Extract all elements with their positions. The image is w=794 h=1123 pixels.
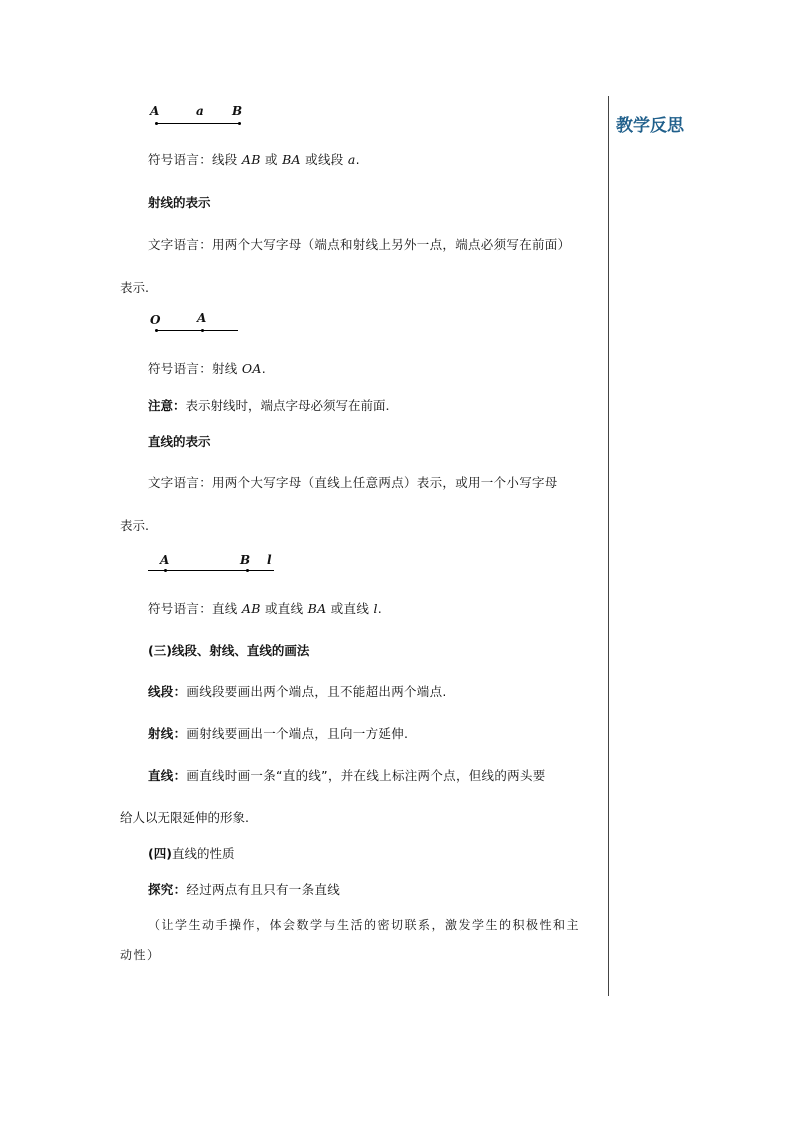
line-symbol-text: 符号语言：直线 AB 或直线 BA 或直线 l.: [148, 601, 383, 616]
draw-ray-text: 射线：画射线要画出一个端点，且向一方延伸.: [148, 726, 409, 741]
point-B: [246, 569, 249, 572]
segment-line: [156, 123, 240, 124]
ray-line: [156, 330, 238, 331]
line-heading: 直线的表示: [148, 434, 211, 449]
label-A: A: [197, 311, 207, 325]
line-figure: [148, 553, 278, 579]
note-text: 注意：表示射线时，端点字母必须写在前面.: [148, 398, 390, 413]
column-divider: [608, 96, 609, 996]
label-O: O: [150, 313, 161, 327]
ray-figure: [150, 313, 250, 339]
property-heading: (四)直线的性质: [148, 846, 235, 861]
ray-symbol-text: 符号语言：射线 OA.: [148, 361, 267, 376]
remark-text-2: 动性）: [120, 948, 161, 962]
label-a: a: [196, 104, 204, 118]
point-O: [155, 329, 158, 332]
segment-figure: [150, 104, 250, 130]
explore-text: 探究：经过两点有且只有一条直线: [148, 882, 341, 897]
label-B: B: [240, 553, 251, 567]
point-A: [155, 122, 158, 125]
ray-text-1: 文字语言：用两个大写字母（端点和射线上另外一点，端点必须写在前面）: [148, 237, 571, 252]
reflection-title: 教学反思: [616, 116, 684, 136]
label-A: A: [150, 104, 160, 118]
point-B: [238, 122, 241, 125]
line-text-1: 文字语言：用两个大写字母（直线上任意两点）表示，或用一个小写字母: [148, 475, 558, 490]
label-l: l: [267, 553, 272, 567]
ray-text-2: 表示.: [120, 280, 149, 295]
label-B: B: [232, 104, 243, 118]
ray-heading: 射线的表示: [148, 195, 211, 210]
point-A: [164, 569, 167, 572]
remark-text-1: （让学生动手操作，体会数学与生活的密切联系，激发学生的积极性和主: [148, 918, 581, 932]
drawing-heading: (三)线段、射线、直线的画法: [148, 643, 310, 658]
draw-segment-text: 线段：画线段要画出两个端点，且不能超出两个端点.: [148, 684, 447, 699]
point-A: [201, 329, 204, 332]
draw-line-text: 直线：画直线时画一条“直的线”，并在线上标注两个点，但线的两头要: [148, 768, 546, 783]
line-text-2: 表示.: [120, 518, 149, 533]
draw-line-text-2: 给人以无限延伸的形象.: [120, 810, 249, 825]
label-A: A: [160, 553, 170, 567]
segment-symbol-text: 符号语言：线段 AB 或 BA 或线段 a.: [148, 152, 360, 167]
